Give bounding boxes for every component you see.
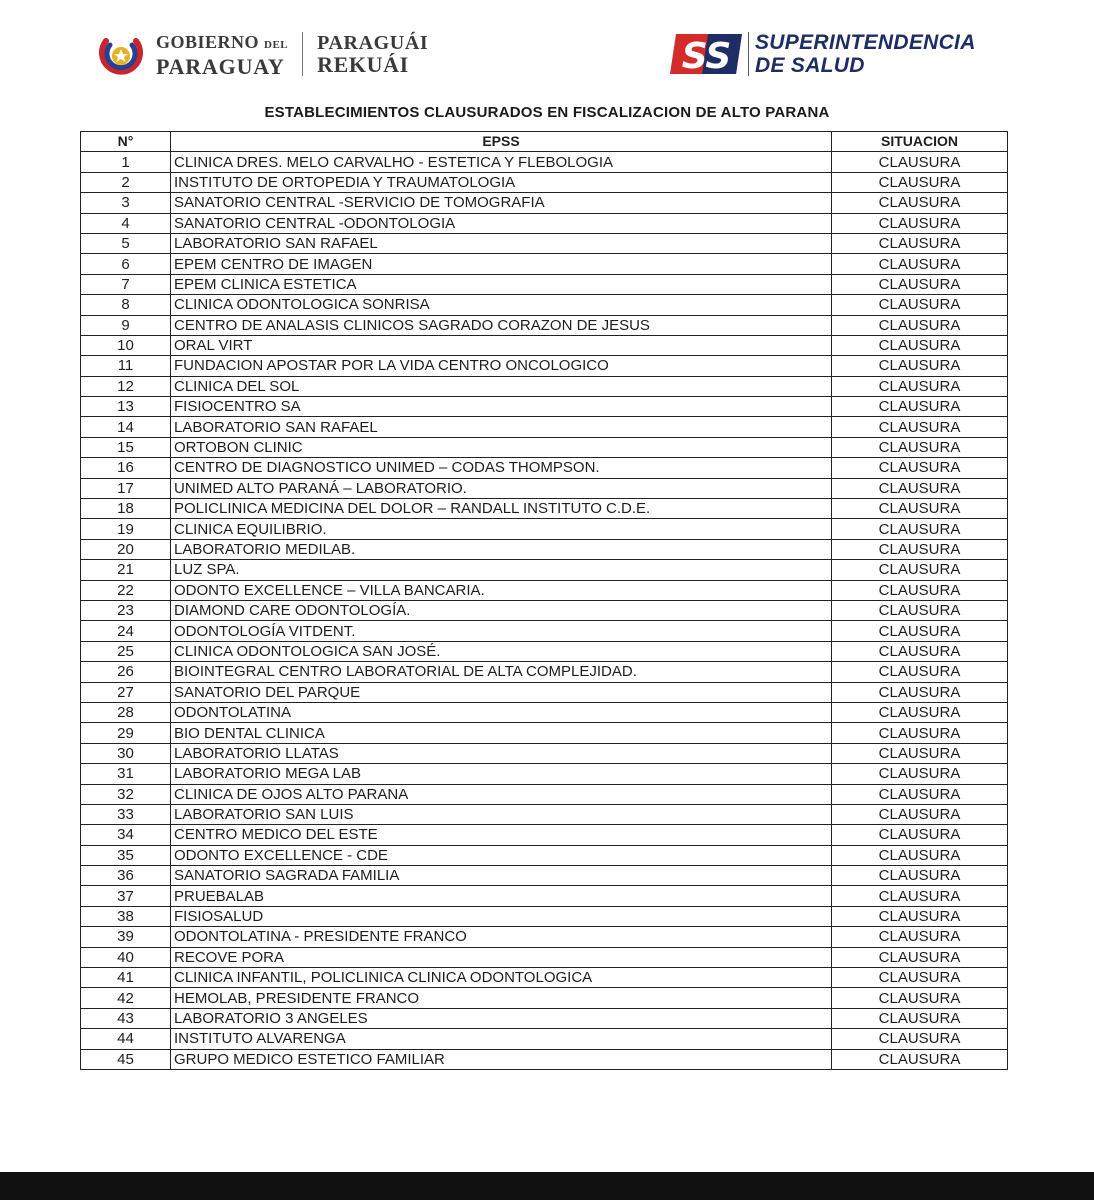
row-number: 8	[81, 295, 171, 315]
ss-divider	[748, 32, 749, 76]
row-number: 19	[81, 519, 171, 539]
row-situacion: CLAUSURA	[832, 600, 1008, 620]
row-situacion: CLAUSURA	[832, 315, 1008, 335]
row-epss-name: LABORATORIO SAN LUIS	[171, 804, 832, 824]
table-row	[81, 152, 1008, 172]
row-epss-name: UNIMED ALTO PARANÁ – LABORATORIO.	[171, 478, 832, 498]
row-situacion: CLAUSURA	[832, 906, 1008, 926]
row-number: 40	[81, 947, 171, 967]
row-situacion: CLAUSURA	[832, 254, 1008, 274]
table-row	[81, 499, 1008, 519]
table-row	[81, 866, 1008, 886]
row-number: 32	[81, 784, 171, 804]
header-number: N°	[81, 132, 171, 152]
row-epss-name: FISIOSALUD	[171, 906, 832, 926]
row-situacion: CLAUSURA	[832, 335, 1008, 355]
gov-line1: GOBIERNO DEL	[156, 31, 289, 52]
table-row	[81, 682, 1008, 702]
table-row	[81, 274, 1008, 294]
row-epss-name: CLINICA DRES. MELO CARVALHO - ESTETICA Y FLEBOLOGIA	[171, 152, 832, 172]
row-situacion: CLAUSURA	[832, 478, 1008, 498]
row-situacion: CLAUSURA	[832, 172, 1008, 192]
row-number: 6	[81, 254, 171, 274]
row-epss-name: SANATORIO CENTRAL -SERVICIO DE TOMOGRAFIA	[171, 193, 832, 213]
document-header	[0, 24, 1094, 84]
ss-logo-icon	[668, 32, 744, 76]
table-row	[81, 233, 1008, 253]
row-epss-name: LABORATORIO 3 ANGELES	[171, 1008, 832, 1028]
row-number: 21	[81, 560, 171, 580]
table-row	[81, 478, 1008, 498]
row-situacion: CLAUSURA	[832, 295, 1008, 315]
row-number: 5	[81, 233, 171, 253]
row-epss-name: LUZ SPA.	[171, 560, 832, 580]
table-row	[81, 621, 1008, 641]
row-situacion: CLAUSURA	[832, 804, 1008, 824]
rekuai-line2: REKUÁI	[317, 52, 409, 77]
table-row	[81, 397, 1008, 417]
row-epss-name: GRUPO MEDICO ESTETICO FAMILIAR	[171, 1049, 832, 1069]
row-situacion: CLAUSURA	[832, 743, 1008, 763]
row-number: 43	[81, 1008, 171, 1028]
row-situacion: CLAUSURA	[832, 641, 1008, 661]
table-row	[81, 804, 1008, 824]
row-situacion: CLAUSURA	[832, 539, 1008, 559]
table-row	[81, 539, 1008, 559]
row-epss-name: CENTRO MEDICO DEL ESTE	[171, 825, 832, 845]
row-epss-name: BIOINTEGRAL CENTRO LABORATORIAL DE ALTA COMPLEJIDAD.	[171, 662, 832, 682]
table-row	[81, 213, 1008, 233]
row-epss-name: ODONTO EXCELLENCE – VILLA BANCARIA.	[171, 580, 832, 600]
row-epss-name: SANATORIO DEL PARQUE	[171, 682, 832, 702]
row-situacion: CLAUSURA	[832, 621, 1008, 641]
row-situacion: CLAUSURA	[832, 152, 1008, 172]
row-number: 37	[81, 886, 171, 906]
row-number: 20	[81, 539, 171, 559]
row-epss-name: LABORATORIO MEGA LAB	[171, 764, 832, 784]
row-number: 30	[81, 743, 171, 763]
row-situacion: CLAUSURA	[832, 274, 1008, 294]
row-epss-name: FUNDACION APOSTAR POR LA VIDA CENTRO ONCOLOGICO	[171, 356, 832, 376]
row-situacion: CLAUSURA	[832, 662, 1008, 682]
row-situacion: CLAUSURA	[832, 886, 1008, 906]
row-epss-name: RECOVE PORA	[171, 947, 832, 967]
row-number: 26	[81, 662, 171, 682]
table-row	[81, 906, 1008, 926]
table-row	[81, 295, 1008, 315]
row-situacion: CLAUSURA	[832, 499, 1008, 519]
table-row	[81, 1029, 1008, 1049]
row-situacion: CLAUSURA	[832, 519, 1008, 539]
row-epss-name: CLINICA INFANTIL, POLICLINICA CLINICA ODONTOLOGICA	[171, 968, 832, 988]
table-row	[81, 600, 1008, 620]
table-row	[81, 988, 1008, 1008]
table-row	[81, 315, 1008, 335]
row-epss-name: INSTITUTO ALVARENGA	[171, 1029, 832, 1049]
table-row	[81, 1008, 1008, 1028]
superintendencia-logo	[668, 28, 976, 80]
row-situacion: CLAUSURA	[832, 1049, 1008, 1069]
row-situacion: CLAUSURA	[832, 580, 1008, 600]
table-row	[81, 437, 1008, 457]
row-situacion: CLAUSURA	[832, 213, 1008, 233]
row-number: 23	[81, 600, 171, 620]
row-number: 42	[81, 988, 171, 1008]
table-row	[81, 784, 1008, 804]
row-epss-name: SANATORIO SAGRADA FAMILIA	[171, 866, 832, 886]
row-epss-name: LABORATORIO SAN RAFAEL	[171, 417, 832, 437]
row-number: 38	[81, 906, 171, 926]
table-row	[81, 254, 1008, 274]
row-situacion: CLAUSURA	[832, 682, 1008, 702]
row-number: 36	[81, 866, 171, 886]
row-situacion: CLAUSURA	[832, 560, 1008, 580]
row-number: 16	[81, 458, 171, 478]
row-number: 39	[81, 927, 171, 947]
row-number: 29	[81, 723, 171, 743]
row-situacion: CLAUSURA	[832, 193, 1008, 213]
row-situacion: CLAUSURA	[832, 417, 1008, 437]
row-number: 12	[81, 376, 171, 396]
table-row	[81, 580, 1008, 600]
row-number: 28	[81, 702, 171, 722]
ss-line2: DE SALUD	[755, 54, 865, 77]
row-epss-name: ODONTOLATINA	[171, 702, 832, 722]
row-epss-name: BIO DENTAL CLINICA	[171, 723, 832, 743]
row-number: 2	[81, 172, 171, 192]
row-number: 17	[81, 478, 171, 498]
row-situacion: CLAUSURA	[832, 1008, 1008, 1028]
row-situacion: CLAUSURA	[832, 825, 1008, 845]
row-situacion: CLAUSURA	[832, 458, 1008, 478]
bottom-black-bar	[0, 1172, 1094, 1200]
row-epss-name: FISIOCENTRO SA	[171, 397, 832, 417]
row-epss-name: ODONTO EXCELLENCE - CDE	[171, 845, 832, 865]
row-epss-name: ORAL VIRT	[171, 335, 832, 355]
establishments-table	[80, 131, 1008, 1070]
row-epss-name: EPEM CLINICA ESTETICA	[171, 274, 832, 294]
row-number: 25	[81, 641, 171, 661]
row-epss-name: ORTOBON CLINIC	[171, 437, 832, 457]
header-situacion: SITUACION	[832, 132, 1008, 152]
row-number: 1	[81, 152, 171, 172]
row-situacion: CLAUSURA	[832, 845, 1008, 865]
row-epss-name: CENTRO DE ANALASIS CLINICOS SAGRADO CORAZON DE JESUS	[171, 315, 832, 335]
row-situacion: CLAUSURA	[832, 702, 1008, 722]
row-situacion: CLAUSURA	[832, 947, 1008, 967]
table-row	[81, 927, 1008, 947]
gov-line2: PARAGUAY	[156, 53, 285, 79]
table-row	[81, 376, 1008, 396]
row-epss-name: LABORATORIO SAN RAFAEL	[171, 233, 832, 253]
row-situacion: CLAUSURA	[832, 376, 1008, 396]
row-situacion: CLAUSURA	[832, 784, 1008, 804]
rekuai-line1: PARAGUÁI	[317, 32, 429, 54]
table-row	[81, 458, 1008, 478]
row-situacion: CLAUSURA	[832, 397, 1008, 417]
row-epss-name: ODONTOLATINA - PRESIDENTE FRANCO	[171, 927, 832, 947]
table-row	[81, 641, 1008, 661]
table-row	[81, 172, 1008, 192]
row-number: 13	[81, 397, 171, 417]
row-number: 18	[81, 499, 171, 519]
gobierno-logo	[96, 28, 428, 80]
table-row	[81, 335, 1008, 355]
document-title: ESTABLECIMIENTOS CLAUSURADOS EN FISCALIZACION DE ALTO PARANA	[264, 104, 830, 121]
table-row	[81, 1049, 1008, 1069]
row-number: 4	[81, 213, 171, 233]
row-number: 33	[81, 804, 171, 824]
row-number: 9	[81, 315, 171, 335]
row-epss-name: CLINICA DEL SOL	[171, 376, 832, 396]
row-number: 22	[81, 580, 171, 600]
table-row	[81, 743, 1008, 763]
row-number: 14	[81, 417, 171, 437]
row-epss-name: CLINICA ODONTOLOGICA SONRISA	[171, 295, 832, 315]
table-row	[81, 764, 1008, 784]
table-row	[81, 193, 1008, 213]
table-row	[81, 947, 1008, 967]
row-situacion: CLAUSURA	[832, 764, 1008, 784]
row-situacion: CLAUSURA	[832, 356, 1008, 376]
table-row	[81, 845, 1008, 865]
ss-line1: SUPERINTENDENCIA	[755, 31, 976, 54]
row-epss-name: CENTRO DE DIAGNOSTICO UNIMED – CODAS THOMPSON.	[171, 458, 832, 478]
row-number: 24	[81, 621, 171, 641]
table-row	[81, 825, 1008, 845]
table-header-row	[81, 132, 1008, 152]
row-situacion: CLAUSURA	[832, 1029, 1008, 1049]
row-number: 31	[81, 764, 171, 784]
row-epss-name: INSTITUTO DE ORTOPEDIA Y TRAUMATOLOGIA	[171, 172, 832, 192]
row-epss-name: LABORATORIO LLATAS	[171, 743, 832, 763]
row-epss-name: DIAMOND CARE ODONTOLOGÍA.	[171, 600, 832, 620]
row-number: 34	[81, 825, 171, 845]
row-number: 15	[81, 437, 171, 457]
table-row	[81, 723, 1008, 743]
row-epss-name: HEMOLAB, PRESIDENTE FRANCO	[171, 988, 832, 1008]
header-epss: EPSS	[171, 132, 832, 152]
row-epss-name: CLINICA ODONTOLOGICA SAN JOSÉ.	[171, 641, 832, 661]
row-number: 3	[81, 193, 171, 213]
table-row	[81, 356, 1008, 376]
row-situacion: CLAUSURA	[832, 723, 1008, 743]
row-epss-name: EPEM CENTRO DE IMAGEN	[171, 254, 832, 274]
row-epss-name: CLINICA EQUILIBRIO.	[171, 519, 832, 539]
row-situacion: CLAUSURA	[832, 988, 1008, 1008]
row-number: 35	[81, 845, 171, 865]
logo-divider	[302, 32, 303, 76]
row-epss-name: CLINICA DE OJOS ALTO PARANA	[171, 784, 832, 804]
row-number: 10	[81, 335, 171, 355]
row-epss-name: SANATORIO CENTRAL -ODONTOLOGIA	[171, 213, 832, 233]
table-row	[81, 519, 1008, 539]
row-epss-name: LABORATORIO MEDILAB.	[171, 539, 832, 559]
row-number: 7	[81, 274, 171, 294]
row-number: 41	[81, 968, 171, 988]
row-number: 44	[81, 1029, 171, 1049]
row-situacion: CLAUSURA	[832, 866, 1008, 886]
row-situacion: CLAUSURA	[832, 968, 1008, 988]
paraguay-seal-icon	[96, 29, 146, 79]
row-epss-name: ODONTOLOGÍA VITDENT.	[171, 621, 832, 641]
row-situacion: CLAUSURA	[832, 927, 1008, 947]
table-row	[81, 417, 1008, 437]
table-row	[81, 662, 1008, 682]
row-situacion: CLAUSURA	[832, 437, 1008, 457]
svg-text:SS: SS	[681, 36, 731, 76]
table-row	[81, 886, 1008, 906]
row-situacion: CLAUSURA	[832, 233, 1008, 253]
table-row	[81, 560, 1008, 580]
row-epss-name: PRUEBALAB	[171, 886, 832, 906]
table-row	[81, 702, 1008, 722]
row-epss-name: POLICLINICA MEDICINA DEL DOLOR – RANDALL INSTITUTO C.D.E.	[171, 499, 832, 519]
table-row	[81, 968, 1008, 988]
row-number: 45	[81, 1049, 171, 1069]
row-number: 11	[81, 356, 171, 376]
row-number: 27	[81, 682, 171, 702]
